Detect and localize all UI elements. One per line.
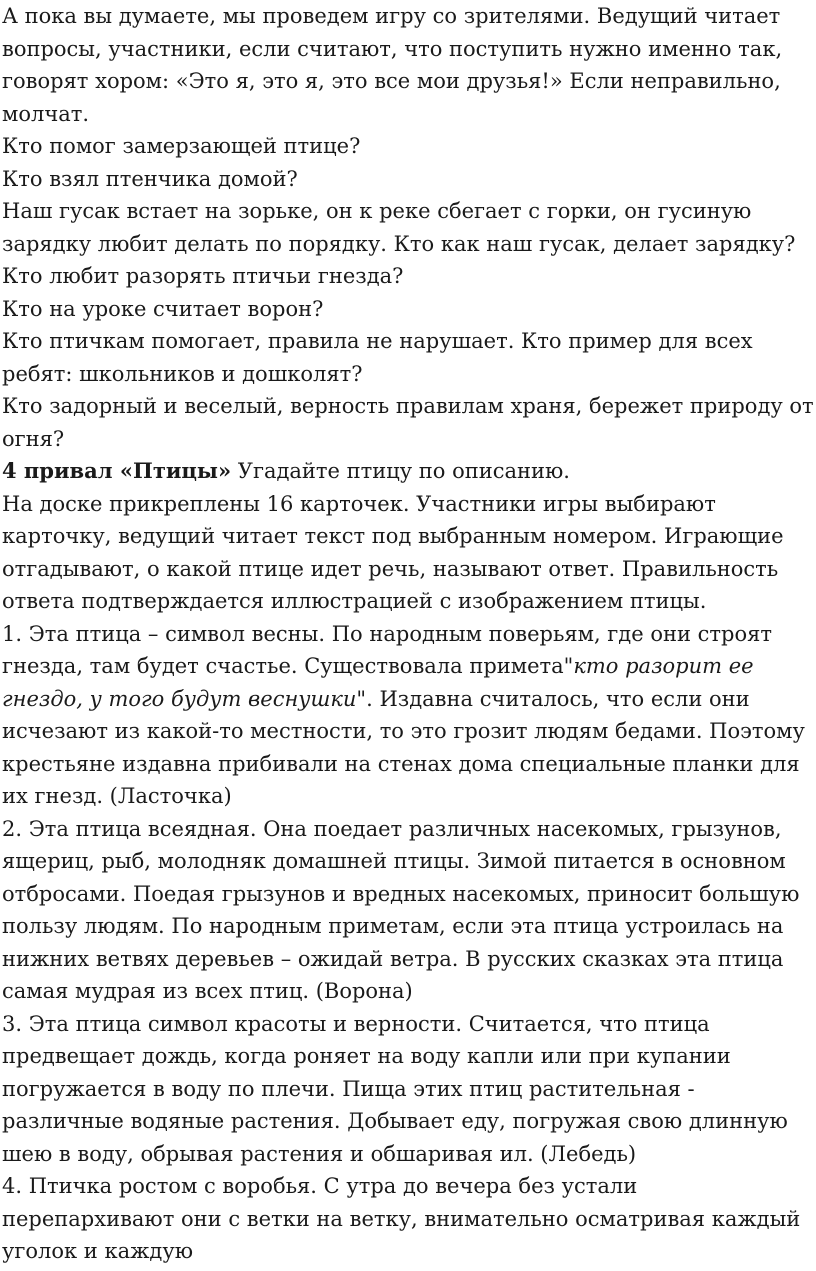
question-4: Кто любит разорять птичьи гнезда? [2, 264, 404, 288]
section-subtitle: Угадайте птицу по описанию. [231, 459, 570, 483]
question-7: Кто задорный и веселый, верность правилам храня, бережет природу от огня? [2, 394, 814, 451]
section-title: 4 привал «Птицы» [2, 458, 232, 483]
question-3: Наш гусак встает на зорьке, он к реке сбегает с горки, он гусиную зарядку любит делать по порядку. Кто как наш гусак, делает зарядку? [2, 199, 796, 256]
question-2: Кто взял птенчика домой? [2, 166, 298, 191]
riddle-4: 4. Птичка ростом с воробья. С утра до вечера без устали перепархивают они с ветки на ветку, внимательно осматривая каждый уголок и каждую [2, 1174, 801, 1263]
riddle-1-quote: "кто разорит ее гнездо, у того будут веснушки" [2, 654, 754, 711]
question-1: Кто помог замерзающей птице? [2, 134, 361, 158]
intro-paragraph: А пока вы думаете, мы проведем игру со зрителями. Ведущий читает вопросы, участники, если считают, что поступить нужно именно так, говорят хором: «Это я, это я, это все мои друзья!» Если неправильно, молчат. [2, 4, 783, 126]
section-heading [2, 455, 816, 488]
riddle-1-text: 1. Эта птица – символ весны. По народным поверьям, где они строят гнезда, там будет счастье. Существовала примета [2, 621, 772, 678]
riddle-3: 3. Эта птица символ красоты и верности. Считается, что птица предвещает дождь, когда роняет на воду капли или при купании погружается в воду по плечи. Пища этих птиц растительная - различные водяные растения. Добывает еду, погружая свою длинную шею в воду, обрывая растения и обшаривая ил. (Лебедь) [2, 1011, 788, 1166]
question-6: Кто птичкам помогает, правила не нарушает. Кто пример для всех ребят: школьников и дошколят? [2, 329, 753, 386]
riddle-1-text-continued: . Издавна считалось, что если они исчезают из какой-то местности, то это грозит людям бедами. Поэтому крестьяне издавна прибивали на стенах дома специальные планки для их гнезд. (Ласточка) [2, 686, 805, 808]
riddle-1 [2, 618, 816, 813]
setup-paragraph: На доске прикреплены 16 карточек. Участники игры выбирают карточку, ведущий читает текст под выбранным номером. Играющие отгадывают, о какой птице идет речь, называют ответ. Правильность ответа подтверждается иллюстрацией с изображением птицы. [2, 491, 784, 613]
question-5: Кто на уроке считает ворон? [2, 296, 324, 321]
riddle-2: 2. Эта птица всеядная. Она поедает различных насекомых, грызунов, ящериц, рыб, молодняк домашней птицы. Зимой питается в основном отбросами. Поедая грызунов и вредных насекомых, приносит большую пользу людям. По народным приметам, если эта птица устроилась на нижних ветвях деревьев – ожидай ветра. В русских сказках эта птица самая мудрая из всех птиц. (Ворона) [2, 816, 800, 1003]
